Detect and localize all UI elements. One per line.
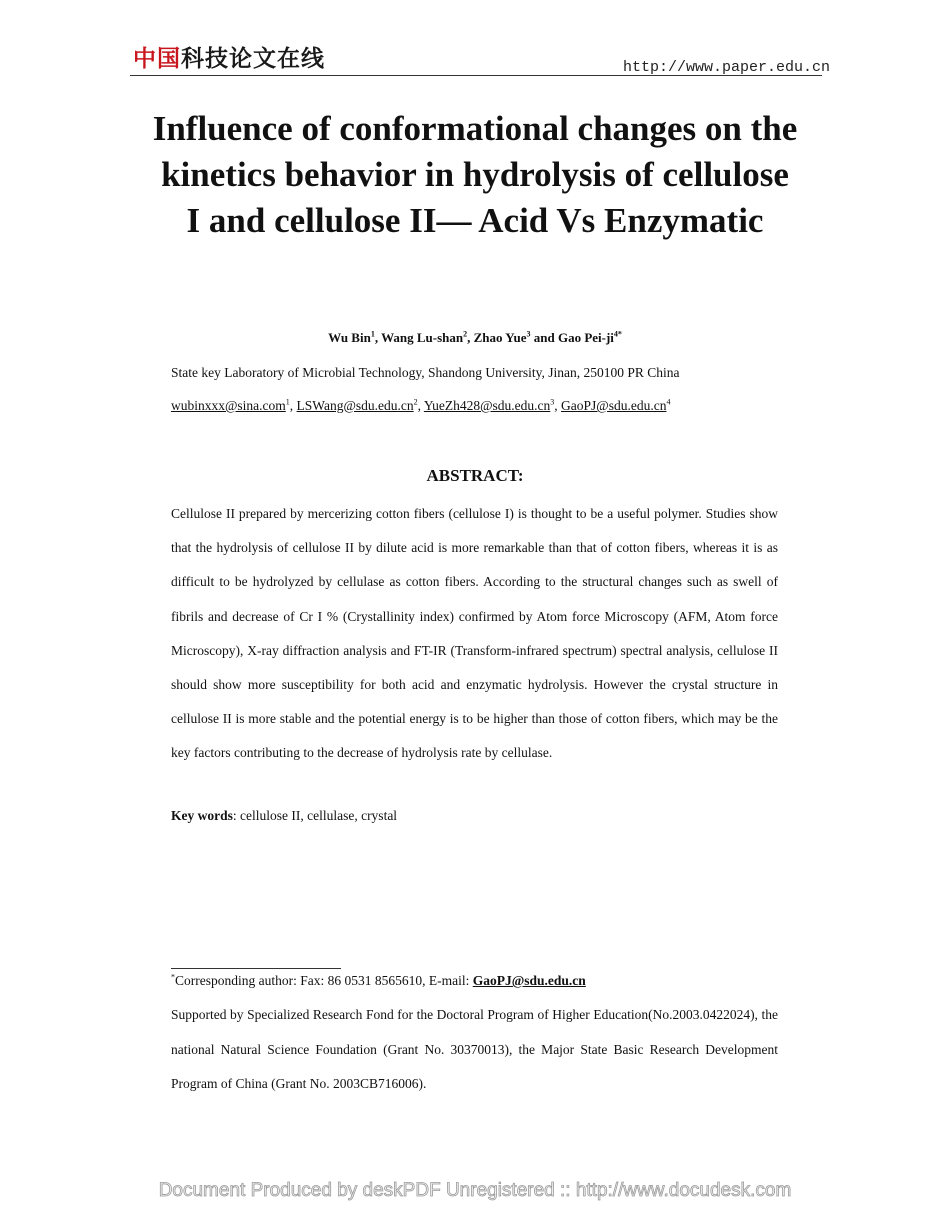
corresponding-author-footnote xyxy=(171,973,586,989)
author-email-link[interactable]: LSWang@sdu.edu.cn xyxy=(296,398,414,413)
author-affiliation-marker: 1 xyxy=(370,329,375,339)
author-emails xyxy=(171,398,670,414)
keywords-label: Key words xyxy=(171,808,233,823)
abstract-body: Cellulose II prepared by mercerizing cotton fibers (cellulose I) is thought to be a useful polymer. Studies show that the hydrolysis of cellulose II by dilute acid is more remarkable than that of cotton fibers, whereas it is as difficult to be hydrolyzed by cellulase as cotton fibers. According to the structural changes such as swell of fibrils and decrease of Cr I % (Crystallinity index) confirmed by Atom force Microscopy (AFM, Atom force Microscopy), X-ray diffraction analysis and FT-IR (Transform-infrared spectrum) spectral analysis, cellulose II should show more susceptibility for both acid and enzymatic hydrolysis. However the crystal structure in cellulose II is more stable and the potential energy is to be higher than those of cotton fibers, which may be the key factors contributing to the decrease of hydrolysis rate by cellulase. xyxy=(171,506,778,761)
author-email-link[interactable]: wubinxxx@sina.com xyxy=(171,398,286,413)
author-name: Wu Bin xyxy=(328,330,371,345)
author-list xyxy=(170,330,780,346)
watermark: Document Produced by deskPDF Unregistered :: http://www.docudesk.com xyxy=(158,1180,792,1201)
author-separator: , xyxy=(467,330,474,345)
footnote-divider xyxy=(171,968,341,969)
funding-footnote: Supported by Specialized Research Fond for the Doctoral Program of Higher Education(No.2003.0422024), the national Natural Science Foundation (Grant No. 30370013), the Major State Basic Research Development Program of China (Grant No. 2003CB716006). xyxy=(171,1007,778,1091)
author-separator: , xyxy=(374,330,382,345)
email-marker: 3 xyxy=(550,397,555,407)
author-name: Zhao Yue xyxy=(473,330,527,345)
author-affiliation-marker: 3 xyxy=(526,329,531,339)
corresponding-author-text: Corresponding author: Fax: 86 0531 8565610, E-mail: xyxy=(175,973,473,988)
abstract-heading: ABSTRACT: xyxy=(426,466,524,485)
author-name: Wang Lu-shan xyxy=(381,330,464,345)
logo-red-text: 中国 xyxy=(133,46,181,72)
author-separator: and xyxy=(530,330,558,345)
email-separator: , xyxy=(554,398,562,413)
author-name: Gao Pei-ji xyxy=(557,330,614,345)
email-separator: , xyxy=(417,398,424,413)
author-email-link[interactable]: GaoPJ@sdu.edu.cn xyxy=(561,398,667,413)
author-affiliation-marker: 4* xyxy=(613,329,622,339)
email-marker: 2 xyxy=(413,397,418,407)
header-url: http://www.paper.edu.cn xyxy=(623,59,831,76)
email-separator: , xyxy=(289,398,297,413)
site-logo xyxy=(133,40,325,73)
affiliation: State key Laboratory of Microbial Technology, Shandong University, Jinan, 250100 PR China xyxy=(171,365,680,380)
corresponding-email-link[interactable]: GaoPJ@sdu.edu.cn xyxy=(472,973,586,988)
email-marker: 4 xyxy=(666,397,671,407)
logo-black-text: 科技论文在线 xyxy=(181,46,325,72)
keywords xyxy=(171,808,397,824)
keywords-values: : cellulose II, cellulase, crystal xyxy=(232,808,398,823)
paper-title: Influence of conformational changes on the kinetics behavior in hydrolysis of cellulose I and cellulose II— Acid Vs Enzymatic xyxy=(152,109,798,240)
author-affiliation-marker: 2 xyxy=(463,329,468,339)
footnote-marker: * xyxy=(171,972,175,982)
email-marker: 1 xyxy=(285,397,290,407)
header-divider xyxy=(130,75,822,76)
author-email-link[interactable]: YueZh428@sdu.edu.cn xyxy=(423,398,551,413)
